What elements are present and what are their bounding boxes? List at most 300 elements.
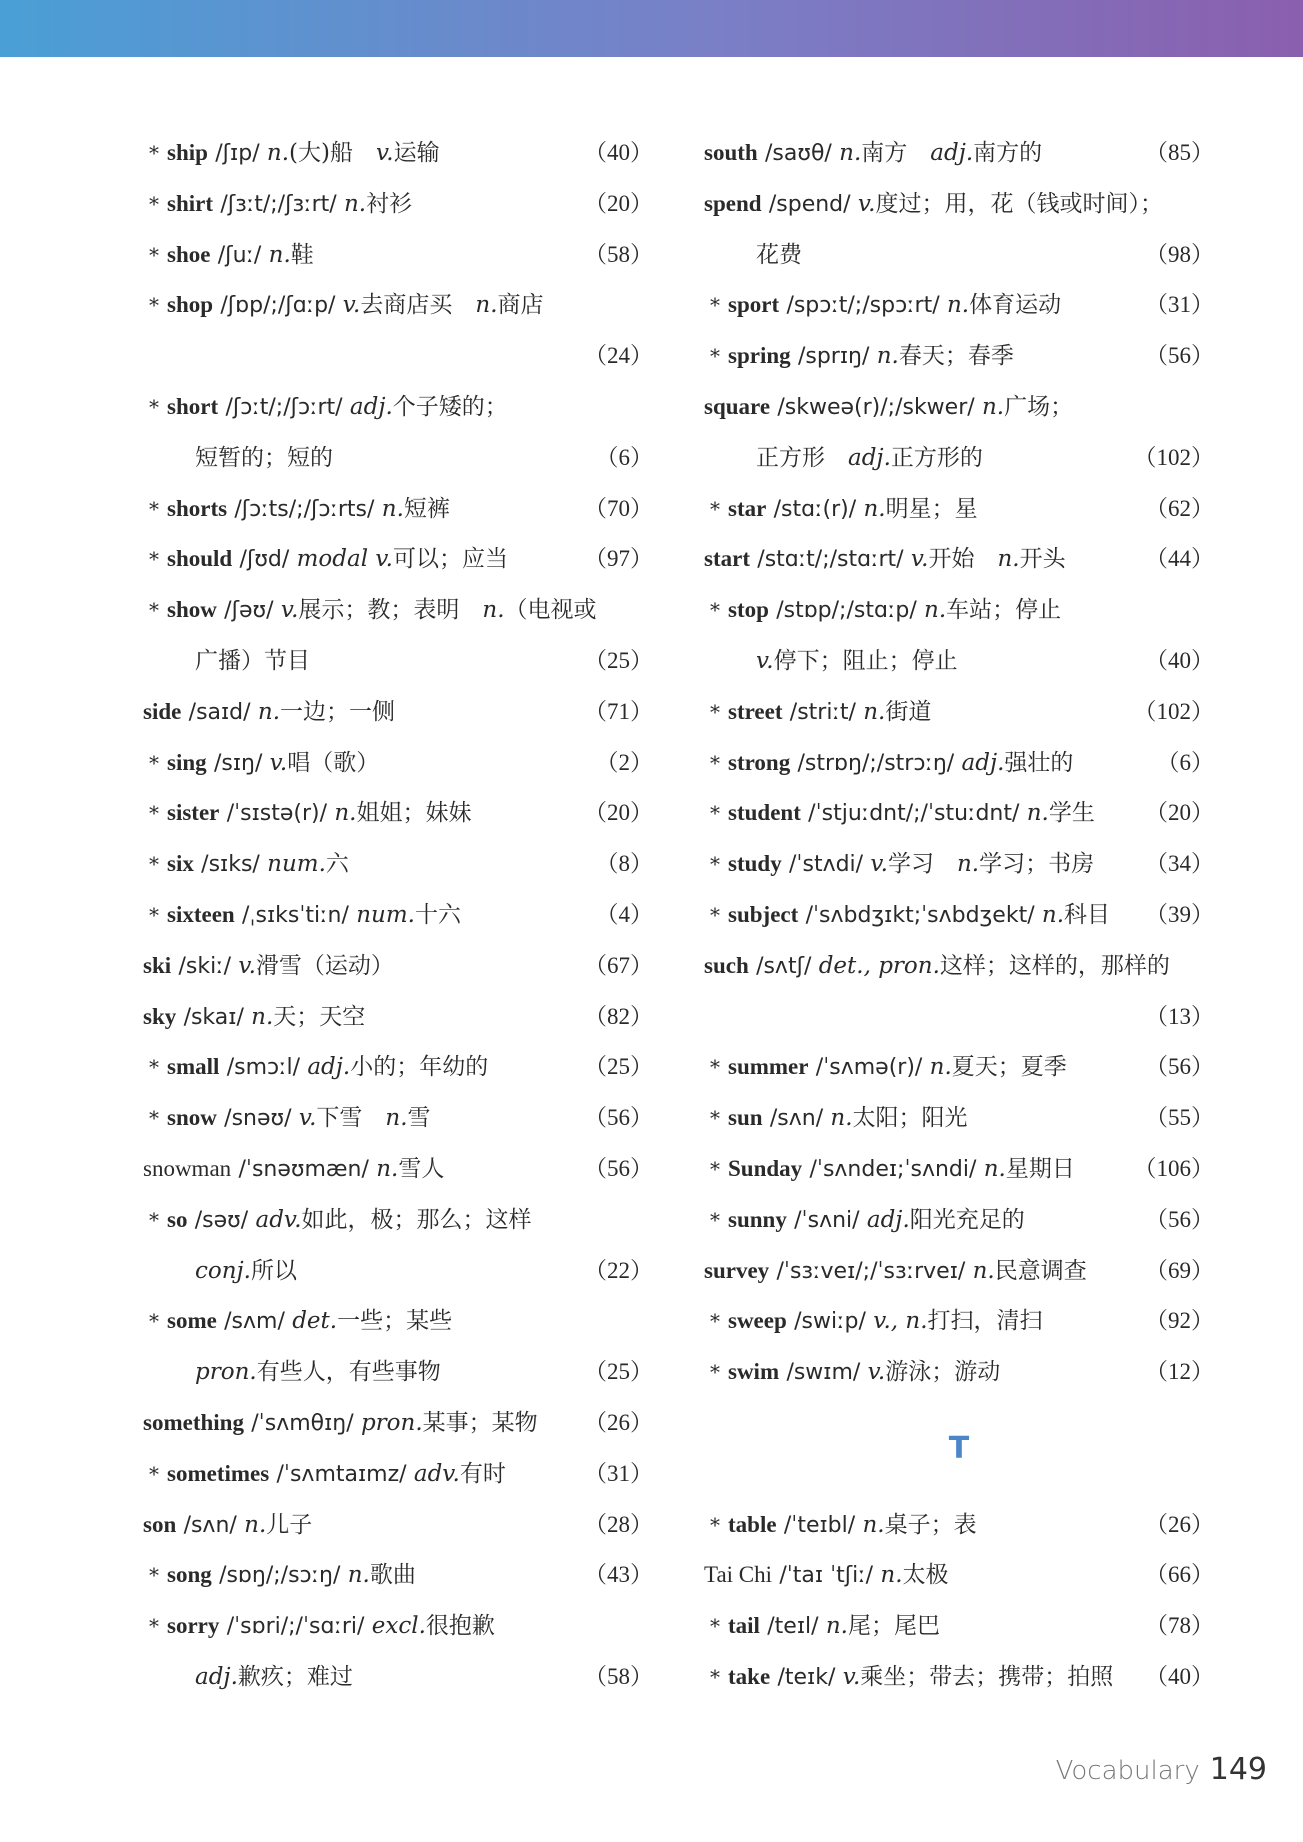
vocabulary-entry xyxy=(143,992,653,1043)
pronunciation: /sɒŋ/;/sɔːŋ/ xyxy=(219,1563,341,1589)
definition: 学习；书房 xyxy=(979,851,1095,878)
unit-reference: （20） xyxy=(584,800,653,826)
entry-continuation xyxy=(143,331,653,382)
vocabulary-entry xyxy=(143,1144,653,1195)
pronunciation: /sʌtʃ/ xyxy=(756,953,812,979)
pronunciation: /sʌn/ xyxy=(769,1106,824,1132)
headword: table xyxy=(728,1511,777,1537)
key-word-star: * xyxy=(710,1055,720,1080)
part-of-speech: n. xyxy=(825,1613,848,1640)
vocabulary-entry xyxy=(704,1093,1214,1144)
unit-reference: （8） xyxy=(595,851,653,877)
definition: 儿子 xyxy=(266,1511,313,1538)
part-of-speech: num. xyxy=(356,901,415,928)
headword: such xyxy=(704,952,749,978)
headword: street xyxy=(728,698,783,724)
pronunciation: /spend/ xyxy=(768,191,851,217)
pronunciation: /skaɪ/ xyxy=(183,1004,244,1030)
headword: spring xyxy=(728,343,791,369)
part-of-speech: excl. xyxy=(371,1613,426,1640)
pronunciation: /ˈsʌmθɪŋ/ xyxy=(251,1410,354,1436)
vocabulary-entry xyxy=(143,1550,653,1601)
definition: 南方的 xyxy=(973,140,1043,166)
headword: shirt xyxy=(167,190,213,216)
definition: 体育运动 xyxy=(969,292,1062,319)
vocabulary-entry xyxy=(704,1246,1214,1297)
unit-reference: （28） xyxy=(584,1511,653,1537)
part-of-speech: n. xyxy=(1041,901,1065,928)
key-word-star: * xyxy=(710,598,720,623)
pronunciation: /sprɪŋ/ xyxy=(797,344,870,370)
headword: short xyxy=(167,393,219,419)
key-word-star: * xyxy=(710,293,720,318)
vocabulary-entry xyxy=(143,484,653,535)
headword: spend xyxy=(704,190,762,216)
headword: take xyxy=(728,1663,771,1689)
definition: 姐姐；妹妹 xyxy=(356,800,472,827)
part-of-speech: n. xyxy=(266,140,290,166)
part-of-speech: det., pron. xyxy=(818,952,940,979)
key-word-star: * xyxy=(710,801,720,826)
unit-reference: （69） xyxy=(1145,1257,1214,1283)
definition: 运输 xyxy=(393,140,440,166)
entry-continuation xyxy=(704,636,1214,687)
headword: song xyxy=(167,1562,212,1588)
entry-continuation xyxy=(143,1652,653,1703)
headword: ski xyxy=(143,952,172,978)
headword: sport xyxy=(728,292,780,318)
definition: 开始 xyxy=(928,546,998,573)
key-word-star: * xyxy=(149,293,159,318)
headword: sorry xyxy=(167,1613,220,1639)
vocabulary-entry xyxy=(704,280,1214,331)
pronunciation: /striːt/ xyxy=(789,699,856,725)
pronunciation: /ʃuː/ xyxy=(217,242,262,268)
part-of-speech: n. xyxy=(997,546,1020,573)
key-word-star: * xyxy=(710,1106,720,1131)
unit-reference: （40） xyxy=(584,140,653,165)
definition: 歉疚；难过 xyxy=(237,1663,353,1690)
pronunciation: /spɔːt/;/spɔːrt/ xyxy=(786,293,940,319)
unit-reference: （71） xyxy=(584,698,653,724)
headword: ship xyxy=(167,140,208,165)
part-of-speech: n. xyxy=(880,1562,903,1589)
part-of-speech: n. xyxy=(924,597,947,624)
headword: sister xyxy=(167,800,220,826)
pronunciation: /ˈsnəʊmæn/ xyxy=(238,1156,369,1182)
part-of-speech: v. xyxy=(867,1359,886,1386)
part-of-speech: v. xyxy=(910,546,929,573)
definition: 六 xyxy=(325,851,349,878)
headword: star xyxy=(728,495,767,521)
vocabulary-entry xyxy=(143,687,653,738)
unit-reference: （58） xyxy=(584,241,653,267)
unit-reference: （39） xyxy=(1145,901,1214,927)
part-of-speech: n. xyxy=(876,343,899,370)
vocabulary-entry xyxy=(704,1550,1214,1601)
part-of-speech: pron. xyxy=(195,1359,257,1386)
definition: 某事；某物 xyxy=(422,1409,538,1436)
pronunciation: /səʊ/ xyxy=(194,1207,249,1233)
definition: 滑雪（运动） xyxy=(255,952,394,979)
unit-reference: （12） xyxy=(1145,1359,1214,1385)
vocabulary-entry xyxy=(143,1195,653,1246)
pronunciation: /ʃɜːt/;/ʃɜːrt/ xyxy=(220,191,337,217)
definition: 这样；这样的，那样的 xyxy=(939,952,1170,979)
definition: 街道 xyxy=(885,698,932,725)
key-word-star: * xyxy=(149,242,159,267)
part-of-speech: n. xyxy=(385,1105,408,1132)
vocabulary-entry xyxy=(704,941,1214,992)
pronunciation: /stɑːt/;/stɑːrt/ xyxy=(757,547,904,573)
pronunciation: /ˌsɪksˈtiːn/ xyxy=(242,902,349,928)
pronunciation: /ˈteɪbl/ xyxy=(783,1512,856,1538)
key-word-star: * xyxy=(149,547,159,572)
entry-continuation xyxy=(704,992,1214,1043)
pronunciation: /ˈstjuːdnt/;/ˈstuːdnt/ xyxy=(808,801,1020,827)
entry-continuation xyxy=(704,433,1214,484)
unit-reference: （102） xyxy=(1133,444,1214,470)
part-of-speech: n. xyxy=(956,851,980,878)
definition: 开头 xyxy=(1019,546,1066,573)
definition: 商店 xyxy=(497,292,544,319)
key-word-star: * xyxy=(149,1309,159,1334)
part-of-speech: n. xyxy=(981,393,1005,420)
pronunciation: /sʌn/ xyxy=(183,1512,237,1538)
definition: 学生 xyxy=(1048,800,1095,827)
part-of-speech: n. xyxy=(268,241,291,268)
definition: 十六 xyxy=(414,901,461,928)
vocabulary-entry xyxy=(143,382,653,433)
unit-reference: （66） xyxy=(1145,1562,1214,1588)
unit-reference: （82） xyxy=(584,1003,653,1029)
definition: 有时 xyxy=(459,1460,506,1487)
definition: 花费 xyxy=(756,241,802,268)
key-word-star: * xyxy=(149,598,159,623)
definition: 度过；用，花（钱或时间）； xyxy=(875,190,1163,217)
definition: 下雪 xyxy=(316,1105,386,1132)
headword: student xyxy=(728,800,801,826)
part-of-speech: n. xyxy=(257,698,281,725)
entry-continuation xyxy=(143,636,653,687)
entry-continuation xyxy=(143,433,653,484)
definition: 星期日 xyxy=(1005,1155,1075,1182)
vocabulary-entry xyxy=(704,1296,1214,1347)
headword: sky xyxy=(143,1003,177,1029)
headword: start xyxy=(704,546,750,572)
headword: shoe xyxy=(167,241,211,267)
definition: 唱（歌） xyxy=(287,749,380,776)
unit-reference: （92） xyxy=(1145,1308,1214,1334)
key-word-star: * xyxy=(710,496,720,521)
headword: should xyxy=(167,546,233,572)
vocabulary-entry xyxy=(143,128,653,179)
unit-reference: （20） xyxy=(1145,800,1214,826)
unit-reference: （25） xyxy=(584,1054,653,1080)
headword: something xyxy=(143,1409,244,1435)
vocabulary-entry xyxy=(704,1347,1214,1398)
vocabulary-entry xyxy=(704,585,1214,636)
part-of-speech: adj. xyxy=(848,444,891,471)
definition: 广场； xyxy=(1004,393,1074,420)
pronunciation: /skiː/ xyxy=(178,953,232,979)
vocabulary-entry xyxy=(704,788,1214,839)
part-of-speech: adj. xyxy=(349,393,393,420)
vocabulary-entry xyxy=(704,1144,1214,1195)
unit-reference: （43） xyxy=(584,1562,653,1588)
headword: snowman xyxy=(143,1155,232,1181)
unit-reference: （70） xyxy=(584,495,653,521)
headword: summer xyxy=(728,1054,809,1080)
unit-reference: （25） xyxy=(584,647,653,673)
pronunciation: /ˈsʌmtaɪmz/ xyxy=(276,1461,407,1487)
key-word-star: * xyxy=(149,1207,159,1232)
headword: sweep xyxy=(728,1308,787,1334)
part-of-speech: n. xyxy=(983,1155,1006,1182)
definition: 停下；阻止；停止 xyxy=(773,647,958,674)
pronunciation: /swiːp/ xyxy=(794,1309,866,1335)
unit-reference: （56） xyxy=(1145,1206,1214,1232)
vocabulary-entry xyxy=(143,890,653,941)
vocabulary-entry xyxy=(704,687,1214,738)
vocabulary-entry xyxy=(143,1601,653,1652)
unit-reference: （31） xyxy=(1145,292,1214,318)
headword: some xyxy=(167,1308,217,1334)
pronunciation: /ʃɪp/ xyxy=(215,141,260,166)
headword: strong xyxy=(728,749,791,775)
part-of-speech: n. xyxy=(334,800,357,827)
page-number: 149 xyxy=(1209,1752,1267,1787)
part-of-speech: v. xyxy=(376,140,394,166)
unit-reference: （24） xyxy=(584,343,653,369)
part-of-speech: n. xyxy=(347,1562,370,1589)
part-of-speech: n. xyxy=(946,292,970,319)
headword: shorts xyxy=(167,495,228,521)
key-word-star: * xyxy=(710,852,720,877)
key-word-star: * xyxy=(710,699,720,724)
part-of-speech: n. xyxy=(830,1105,853,1132)
definition: 太阳；阳光 xyxy=(852,1105,968,1132)
part-of-speech: n. xyxy=(972,1257,995,1284)
part-of-speech: v. xyxy=(842,1663,861,1690)
key-word-star: * xyxy=(149,801,159,826)
definition: 可以；应当 xyxy=(392,546,508,573)
definition: 展示；教；表明 xyxy=(298,597,483,624)
part-of-speech: v. xyxy=(269,749,288,776)
headword: so xyxy=(167,1206,188,1232)
key-word-star: * xyxy=(710,1156,720,1181)
vocabulary-column-right xyxy=(704,128,1214,1703)
part-of-speech: v. xyxy=(280,597,299,624)
definition: 正方形的 xyxy=(890,444,983,471)
vocabulary-entry xyxy=(704,331,1214,382)
part-of-speech: v. xyxy=(342,292,361,319)
headword: sing xyxy=(167,749,207,775)
key-word-star: * xyxy=(149,141,159,165)
definition: 所以 xyxy=(250,1257,297,1284)
unit-reference: （22） xyxy=(584,1257,653,1283)
definition: 天；天空 xyxy=(273,1003,366,1030)
pronunciation: /swɪm/ xyxy=(786,1360,861,1386)
key-word-star: * xyxy=(149,496,159,521)
unit-reference: （40） xyxy=(1145,1663,1214,1689)
definition: 歌曲 xyxy=(369,1562,416,1589)
unit-reference: （25） xyxy=(584,1359,653,1385)
entry-continuation xyxy=(704,230,1214,281)
vocabulary-entry xyxy=(143,788,653,839)
pronunciation: /ˈsɪstə(r)/ xyxy=(226,801,328,827)
key-word-star: * xyxy=(149,191,159,216)
definition: 一边；一侧 xyxy=(280,698,396,725)
part-of-speech: n. xyxy=(251,1003,274,1030)
definition: 去商店买 xyxy=(360,292,476,319)
part-of-speech: adj. xyxy=(195,1663,238,1690)
part-of-speech: n. xyxy=(929,1054,952,1081)
headword: show xyxy=(167,597,217,623)
headword: son xyxy=(143,1511,177,1537)
definition: 民意调查 xyxy=(994,1257,1087,1284)
vocabulary-entry xyxy=(704,534,1214,585)
key-word-star: * xyxy=(149,394,159,419)
definition: 科目 xyxy=(1064,901,1111,928)
vocabulary-entry xyxy=(704,1500,1214,1551)
part-of-speech: adj. xyxy=(961,749,1005,776)
unit-reference: （40） xyxy=(1145,647,1214,673)
key-word-star: * xyxy=(710,1360,720,1385)
vocabulary-entry xyxy=(143,1042,653,1093)
definition: 短裤 xyxy=(403,495,450,522)
part-of-speech: n. xyxy=(475,292,498,319)
part-of-speech: n. xyxy=(862,1511,885,1538)
vocabulary-entry xyxy=(143,1296,653,1347)
pronunciation: /ˈsʌndeɪ;ˈsʌndi/ xyxy=(809,1156,977,1182)
vocabulary-entry xyxy=(143,1398,653,1449)
definition: 强壮的 xyxy=(1004,749,1074,776)
entry-continuation xyxy=(143,1347,653,1398)
key-word-star: * xyxy=(710,344,720,369)
unit-reference: （102） xyxy=(1133,698,1214,724)
pronunciation: /ʃəʊ/ xyxy=(224,598,274,624)
headword: swim xyxy=(728,1359,780,1385)
pronunciation: /ˈtaɪ ˈtʃiː/ xyxy=(779,1563,874,1589)
part-of-speech: adv. xyxy=(413,1460,460,1487)
headword: tail xyxy=(728,1613,760,1639)
headword: Tai Chi xyxy=(704,1562,773,1588)
vocabulary-entry xyxy=(704,484,1214,535)
headword: south xyxy=(704,140,758,165)
part-of-speech: n. xyxy=(343,190,367,217)
pronunciation: /sɪŋ/ xyxy=(213,750,263,776)
part-of-speech: v. xyxy=(756,647,774,674)
headword: survey xyxy=(704,1257,770,1283)
vocabulary-entry xyxy=(704,1652,1214,1703)
pronunciation: /teɪl/ xyxy=(767,1614,819,1640)
definition: 小的；年幼的 xyxy=(350,1054,489,1081)
pronunciation: /ʃʊd/ xyxy=(239,547,290,573)
headword: square xyxy=(704,393,771,419)
section-letter: T xyxy=(948,1430,970,1466)
unit-reference: （97） xyxy=(584,546,653,572)
unit-reference: （85） xyxy=(1145,140,1214,165)
part-of-speech: v., n. xyxy=(873,1308,928,1335)
vocabulary-column-left xyxy=(143,128,653,1703)
pronunciation: /ʃɒp/;/ʃɑːp/ xyxy=(220,293,336,319)
pronunciation: /ʃɔːt/;/ʃɔːrt/ xyxy=(225,394,343,420)
headword: snow xyxy=(167,1105,217,1131)
definition: 很抱歉 xyxy=(425,1613,495,1640)
pronunciation: /sʌm/ xyxy=(224,1309,285,1335)
vocabulary-entry xyxy=(143,585,653,636)
unit-reference: （26） xyxy=(584,1409,653,1435)
pronunciation: /ˈsʌmə(r)/ xyxy=(815,1055,923,1081)
key-word-star: * xyxy=(710,902,720,927)
vocabulary-entry xyxy=(704,839,1214,890)
entry-continuation xyxy=(143,1246,653,1297)
vocabulary-entry xyxy=(143,839,653,890)
vocabulary-entry xyxy=(143,179,653,230)
headword: small xyxy=(167,1054,220,1080)
key-word-star: * xyxy=(710,1512,720,1537)
part-of-speech: n. xyxy=(839,140,862,166)
part-of-speech: adj. xyxy=(930,140,974,166)
key-word-star: * xyxy=(710,750,720,775)
definition: 尾；尾巴 xyxy=(847,1613,940,1640)
part-of-speech: adj. xyxy=(866,1206,910,1233)
definition: 夏天；夏季 xyxy=(951,1054,1067,1081)
pronunciation: /ˈsʌbdʒɪkt;ˈsʌbdʒekt/ xyxy=(805,902,1035,928)
unit-reference: （31） xyxy=(584,1460,653,1486)
vocabulary-entry xyxy=(143,738,653,789)
pronunciation: /teɪk/ xyxy=(777,1664,836,1690)
pronunciation: /ˈstʌdi/ xyxy=(789,852,864,878)
vocabulary-entry xyxy=(704,128,1214,179)
part-of-speech: n. xyxy=(863,495,886,522)
pronunciation: /strɒŋ/;/strɔːŋ/ xyxy=(797,750,955,776)
pronunciation: /ʃɔːts/;/ʃɔːrts/ xyxy=(234,496,375,522)
unit-reference: （20） xyxy=(584,190,653,216)
page-footer xyxy=(1056,1752,1267,1787)
unit-reference: （67） xyxy=(584,952,653,978)
pronunciation: /stɑː(r)/ xyxy=(773,496,857,522)
definition: 广播）节目 xyxy=(195,647,310,674)
definition: 桌子；表 xyxy=(884,1511,977,1538)
pronunciation: /saʊθ/ xyxy=(765,141,832,166)
key-word-star: * xyxy=(710,1614,720,1639)
vocabulary-entry xyxy=(704,382,1214,433)
part-of-speech: n. xyxy=(1026,800,1049,827)
definition: 一些；某些 xyxy=(337,1308,453,1335)
part-of-speech: v. xyxy=(298,1105,317,1132)
part-of-speech: modal v. xyxy=(296,546,393,573)
pronunciation: /skweə(r)/;/skwer/ xyxy=(777,394,975,420)
key-word-star: * xyxy=(149,1106,159,1131)
definition: 有些人，有些事物 xyxy=(256,1359,441,1386)
key-word-star: * xyxy=(710,1664,720,1689)
unit-reference: （62） xyxy=(1145,495,1214,521)
headword: study xyxy=(728,851,782,877)
pronunciation: /sɪks/ xyxy=(201,852,260,878)
unit-reference: （4） xyxy=(595,901,653,927)
vocabulary-entry xyxy=(143,1500,653,1551)
headword: subject xyxy=(728,901,799,927)
part-of-speech: n. xyxy=(376,1155,399,1182)
headword: six xyxy=(167,851,194,877)
unit-reference: （56） xyxy=(584,1105,653,1131)
unit-reference: （55） xyxy=(1145,1105,1214,1131)
part-of-speech: n. xyxy=(381,495,404,522)
vocabulary-entry xyxy=(143,1449,653,1500)
part-of-speech: v. xyxy=(238,952,256,979)
